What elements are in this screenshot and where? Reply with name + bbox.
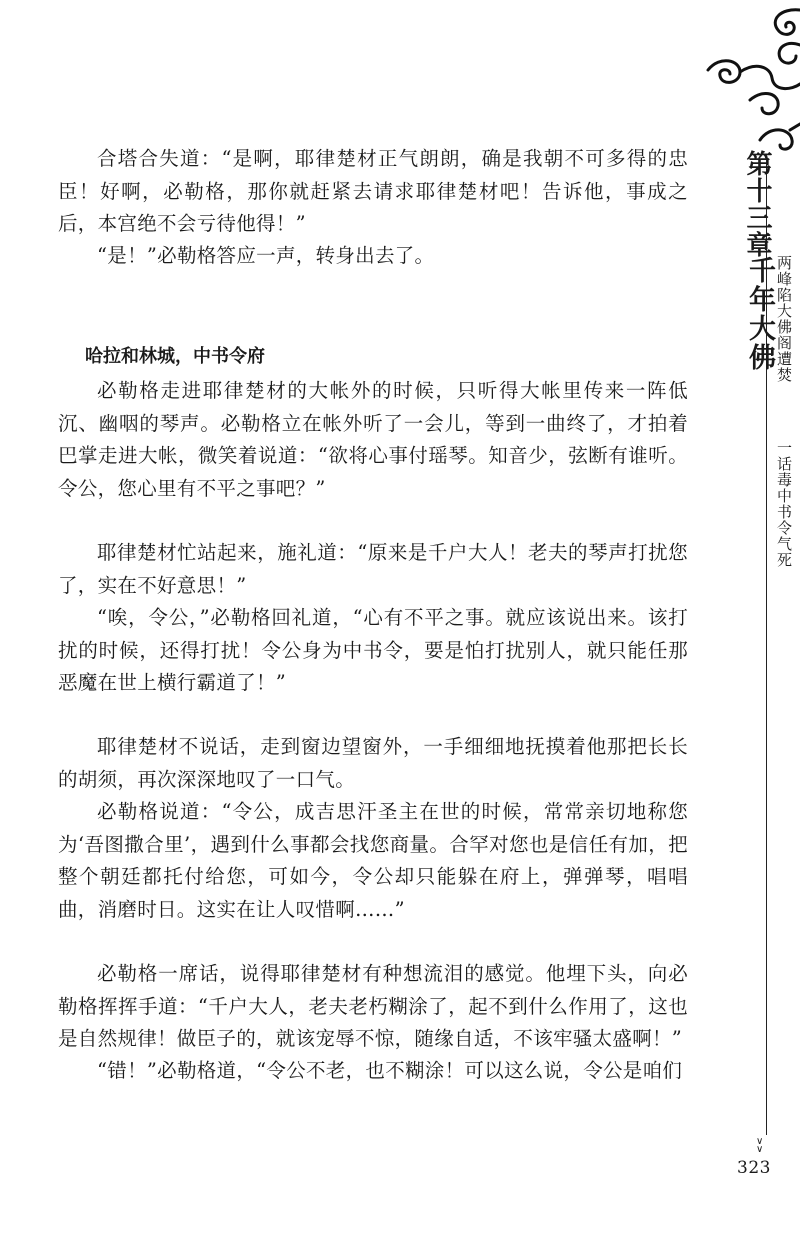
cloud-ornament-icon bbox=[700, 0, 800, 160]
chapter-subtitle-2: 一话毒中书令气死 bbox=[775, 440, 793, 568]
chevron-down-icon: ∨ ∨ bbox=[756, 1136, 764, 1155]
paragraph-2: “是！”必勒格答应一声，转身出去了。 bbox=[97, 244, 435, 267]
paragraph-5: “唉，令公，”必勒格回礼道，“心有不平之事。就应该说出来。该打扰的时候，还得打扰！令公身为中书令，要是怕打扰别人，就只能任那恶魔在世上横行霸道了！” bbox=[58, 606, 688, 694]
chapter-title: 千年大佛 bbox=[744, 256, 775, 372]
page-number: 323 bbox=[737, 1158, 771, 1178]
paragraph-1: 合塔合失道：“是啊，耶律楚材正气朗朗，确是我朝不可多得的忠臣！好啊，必勒格，那你就赶紧去请求耶律楚材吧！告诉他，事成之后，本宫绝不会亏待他得！” bbox=[58, 147, 688, 235]
paragraph-8: 必勒格一席话，说得耶律楚材有种想流泪的感觉。他埋下头，向必勒格挥挥手道：“千户大人，老夫老朽糊涂了，起不到什么作用了，这也是自然规律！做臣子的，就该宠辱不惊，随缘自适，不该牢骚太盛啊！” bbox=[58, 962, 688, 1050]
paragraph-7: 必勒格说道：“令公，成吉思汗圣主在世的时候，常常亲切地称您为‘吾图撒合里’，遇到什么事都会找您商量。合罕对您也是信任有加，把整个朝廷都托付给您，可如今，令公却只能躲在府上，弹弹琴，唱唱曲，消磨时日。这实在让人叹惜啊……” bbox=[58, 800, 688, 921]
section-heading: 哈拉和林城，中书令府 bbox=[85, 346, 265, 367]
chapter-number: 第十三章 bbox=[742, 150, 772, 258]
paragraph-3: 必勒格走进耶律楚材的大帐外的时候，只听得大帐里传来一阵低沉、幽咽的琴声。必勒格立在帐外听了一会儿，等到一曲终了，才拍着巴掌走进大帐，微笑着说道：“欲将心事付瑶琴。知音少，弦断有谁听。令公，您心里有不平之事吧？” bbox=[58, 379, 688, 500]
paragraph-6: 耶律楚材不说话，走到窗边望窗外，一手细细地抚摸着他那把长长的胡须，再次深深地叹了一口气。 bbox=[58, 735, 688, 791]
paragraph-9: “错！”必勒格道，“令公不老，也不糊涂！可以这么说，令公是咱们 bbox=[97, 1059, 683, 1082]
paragraph-4: 耶律楚材忙站起来，施礼道：“原来是千户大人！老夫的琴声打扰您了，实在不好意思！” bbox=[58, 541, 688, 597]
chapter-subtitle-1: 两峰陷大佛阁遭焚 bbox=[775, 255, 793, 383]
